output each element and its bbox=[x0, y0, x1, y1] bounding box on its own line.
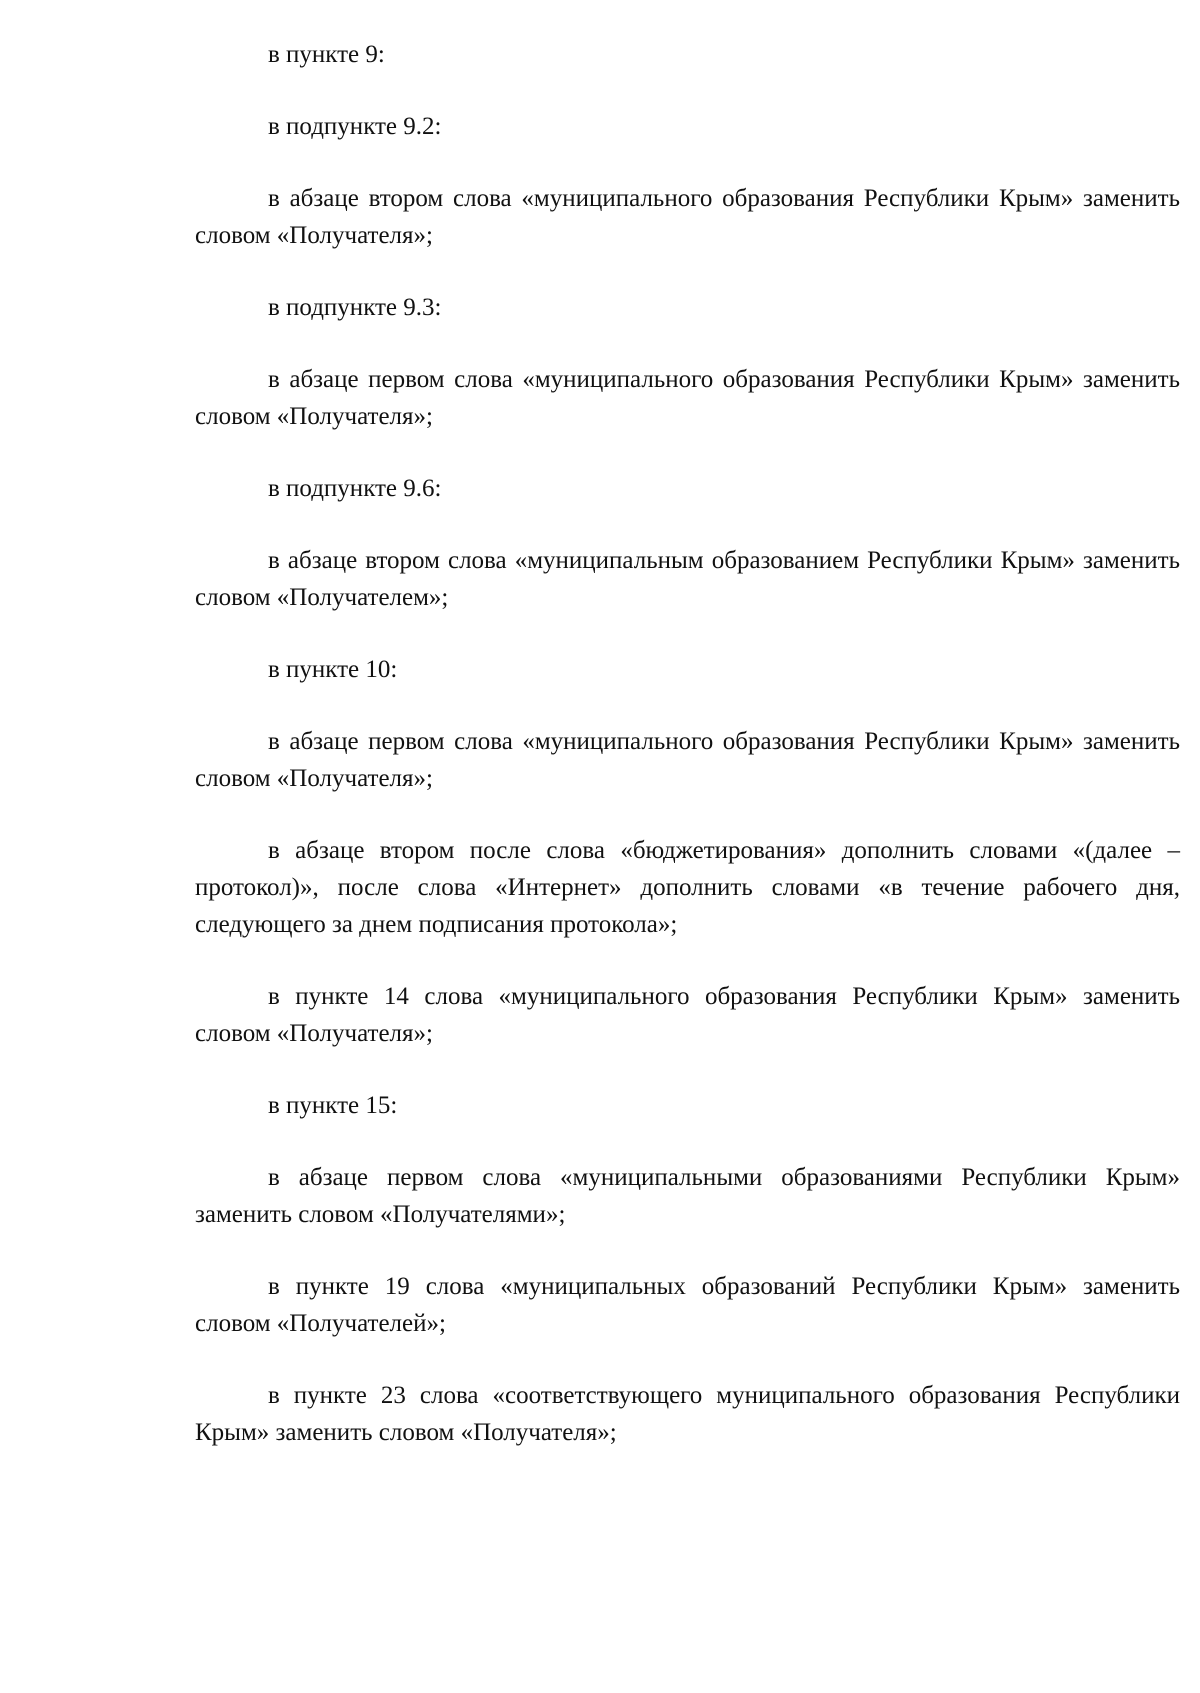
paragraph-subitem-9-2: в подпункте 9.2: bbox=[268, 113, 442, 140]
paragraph-amendment: в абзаце первом слова «муниципального образования Республики Крым» заменить словом «Получателя»; bbox=[195, 728, 1180, 792]
paragraph-item-10: в пункте 10: bbox=[268, 656, 398, 683]
paragraph-amendment: в абзаце втором после слова «бюджетирования» дополнить словами «(далее – протокол)», после слова «Интернет» дополнить словами «в течение рабочего дня, следующего за днем подписания протокола»; bbox=[195, 837, 1180, 938]
paragraph-item-9: в пункте 9: bbox=[268, 41, 385, 68]
paragraph-item-15: в пункте 15: bbox=[268, 1092, 398, 1119]
paragraph-amendment: в абзаце втором слова «муниципального образования Республики Крым» заменить словом «Получателя»; bbox=[195, 185, 1180, 249]
paragraph-amendment: в абзаце первом слова «муниципальными образованиями Республики Крым» заменить словом «Получателями»; bbox=[195, 1164, 1180, 1228]
paragraph-amendment: в абзаце первом слова «муниципального образования Республики Крым» заменить словом «Получателя»; bbox=[195, 366, 1180, 430]
document-body bbox=[195, 36, 1180, 1486]
paragraph-amendment: в пункте 14 слова «муниципального образования Республики Крым» заменить словом «Получателя»; bbox=[195, 983, 1180, 1047]
paragraph-subitem-9-6: в подпункте 9.6: bbox=[268, 475, 442, 502]
paragraph-subitem-9-3: в подпункте 9.3: bbox=[268, 294, 442, 321]
paragraph-amendment: в пункте 23 слова «соответствующего муниципального образования Республики Крым» заменить словом «Получателя»; bbox=[195, 1382, 1180, 1446]
paragraph-amendment: в пункте 19 слова «муниципальных образований Республики Крым» заменить словом «Получателей»; bbox=[195, 1273, 1180, 1337]
paragraph-amendment: в абзаце втором слова «муниципальным образованием Республики Крым» заменить словом «Получателем»; bbox=[195, 547, 1180, 611]
